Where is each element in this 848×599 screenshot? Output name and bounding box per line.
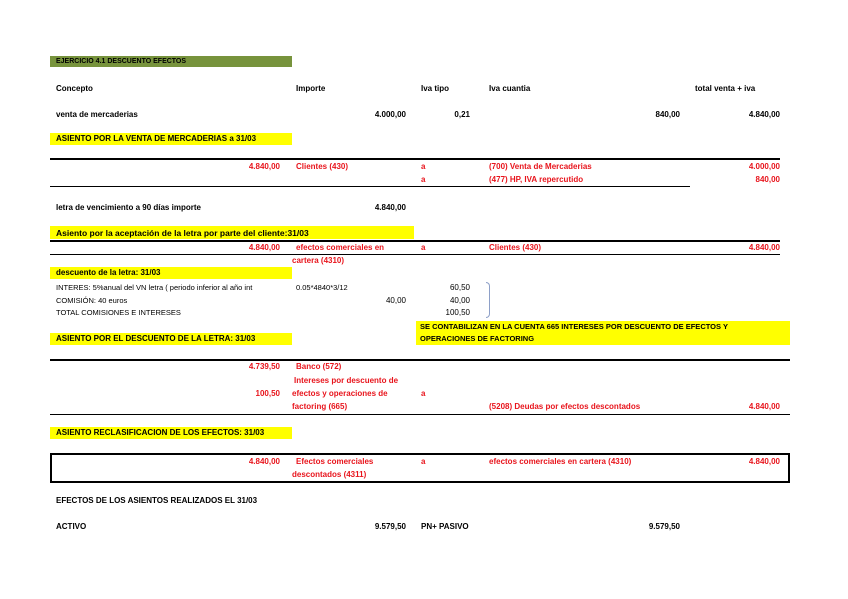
asiento2-debe-importe: 4.840,00 (248, 243, 280, 252)
header-concepto: Concepto (56, 84, 93, 93)
asiento4-heading: ASIENTO RECLASIFICACION DE LOS EFECTOS: 31/03 (56, 428, 265, 437)
activo-valor: 9.579,50 (374, 522, 406, 531)
interes-formula: 0.05*4840*3/12 (296, 283, 348, 292)
venta-iva-tipo: 0,21 (454, 110, 470, 119)
header-total: total venta + iva (695, 84, 756, 93)
comision-importe: 40,00 (385, 296, 406, 305)
venta-importe: 4.000,00 (374, 110, 406, 119)
asiento1-haber2-importe: 840,00 (755, 175, 780, 184)
asiento2-top-line (50, 240, 780, 242)
interes-label: INTERES: 5%anual del VN letra ( periodo inferior al año int (56, 283, 253, 292)
pasivo-valor: 9.579,50 (648, 522, 680, 531)
asiento4-box (50, 453, 790, 483)
asiento4-haber-cuenta: efectos comerciales en cartera (4310) (489, 457, 632, 466)
letra-importe: 4.840,00 (374, 203, 406, 212)
asiento3-top-line (50, 359, 790, 361)
asiento1-a2: a (421, 175, 426, 184)
asiento3-haber-cuenta: (5208) Deudas por efectos descontados (489, 402, 641, 411)
asiento3-a: a (421, 389, 426, 398)
venta-total: 4.840,00 (748, 110, 780, 119)
asiento1-debe-importe: 4.840,00 (248, 162, 280, 171)
total-comisiones-valor: 100,50 (445, 308, 470, 317)
asiento3-heading: ASIENTO POR EL DESCUENTO DE LA LETRA: 31/03 (56, 334, 256, 343)
note-line2: OPERACIONES DE FACTORING (420, 334, 535, 343)
asiento3-bottom-line (50, 414, 790, 415)
pasivo-label: PN+ PASIVO (421, 522, 469, 531)
asiento2-debe-cuenta-l1: efectos comerciales en (296, 243, 385, 252)
asiento1-bottom-line (50, 186, 690, 187)
asiento1-heading: ASIENTO POR LA VENTA DE MERCADERIAS a 31/03 (56, 134, 257, 143)
note-line1: SE CONTABILIZAN EN LA CUENTA 665 INTERESES POR DESCUENTO DE EFECTOS Y (420, 322, 728, 331)
asiento4-a: a (421, 457, 426, 466)
asiento3-debe2-importe: 100,50 (255, 389, 280, 398)
efectos-heading: EFECTOS DE LOS ASIENTOS REALIZADOS EL 31/03 (56, 496, 258, 505)
activo-label: ACTIVO (56, 522, 87, 531)
header-iva-tipo: Iva tipo (421, 84, 450, 93)
asiento1-haber2-cuenta: (477) HP, IVA repercutido (489, 175, 584, 184)
asiento3-debe1-cuenta: Banco (572) (296, 362, 342, 371)
venta-iva-cuantia: 840,00 (655, 110, 680, 119)
comision-label: COMISIÓN: 40 euros (56, 296, 128, 305)
descuento-heading: descuento de la letra: 31/03 (56, 268, 161, 277)
asiento4-debe-importe: 4.840,00 (248, 457, 280, 466)
asiento2-haber-importe: 4.840,00 (748, 243, 780, 252)
interes-valor: 60,50 (449, 283, 470, 292)
asiento3-debe2-cuenta-l1: Intereses por descuento de (294, 376, 399, 385)
page-title: EJERCICIO 4.1 DESCUENTO EFECTOS (56, 58, 187, 65)
asiento4-debe-cuenta-l2: descontados (4311) (292, 470, 367, 479)
asiento2-bottom-line (50, 254, 780, 255)
asiento3-debe2-cuenta-l3: factoring (665) (292, 402, 348, 411)
asiento1-top-line (50, 158, 780, 160)
header-importe: Importe (296, 84, 326, 93)
asiento2-heading: Asiento por la aceptación de la letra por parte del cliente:31/03 (56, 228, 309, 238)
asiento1-debe-cuenta: Clientes (430) (296, 162, 349, 171)
asiento3-haber-importe: 4.840,00 (748, 402, 780, 411)
asiento4-haber-importe: 4.840,00 (748, 457, 780, 466)
letra-label: letra de vencimiento a 90 días importe (56, 203, 201, 212)
venta-label: venta de mercaderias (56, 110, 138, 119)
asiento2-haber-cuenta: Clientes (430) (489, 243, 542, 252)
asiento4-debe-cuenta-l1: Efectos comerciales (296, 457, 374, 466)
asiento3-debe2-cuenta-l2: efectos y operaciones de (292, 389, 388, 398)
brace-icon (486, 282, 490, 318)
comision-valor: 40,00 (449, 296, 470, 305)
asiento1-haber1-importe: 4.000,00 (748, 162, 780, 171)
asiento2-a: a (421, 243, 426, 252)
header-iva-cuantia: Iva cuantia (489, 84, 531, 93)
asiento2-debe-cuenta-l2: cartera (4310) (292, 256, 345, 265)
total-comisiones-label: TOTAL COMISIONES E INTERESES (56, 308, 181, 317)
asiento3-debe1-importe: 4.739,50 (248, 362, 280, 371)
asiento1-haber1-cuenta: (700) Venta de Mercaderias (489, 162, 592, 171)
asiento1-a1: a (421, 162, 426, 171)
